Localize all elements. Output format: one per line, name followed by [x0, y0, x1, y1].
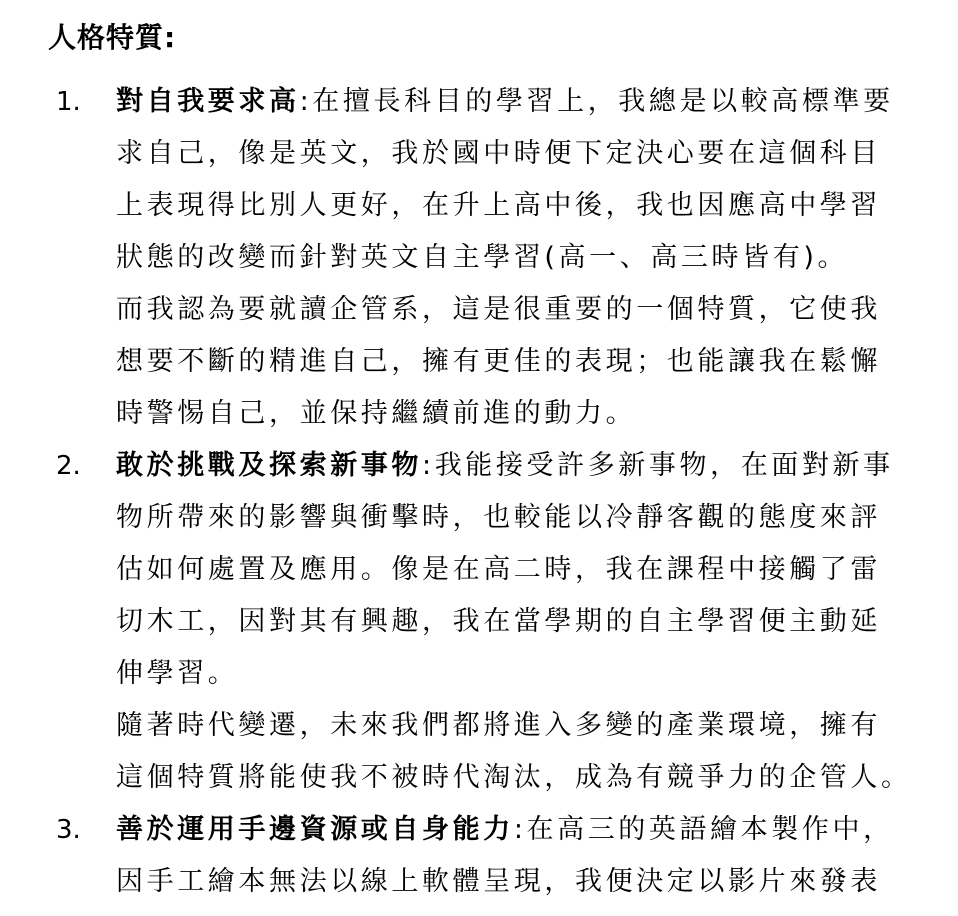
- text-content: :我能接受許多新事物，在面對新事: [422, 450, 894, 481]
- list-number: 1.: [56, 87, 81, 117]
- list-item-body: [116, 804, 916, 908]
- text-line: 而我認為要就讀企管系，這是很重要的一個特質，它使我: [116, 294, 881, 325]
- text-line: 伸學習。: [116, 658, 239, 689]
- list-item-body: [116, 76, 916, 440]
- section-title: 人格特質:: [48, 21, 177, 54]
- trait-heading: 敢於挑戰及探索新事物: [116, 450, 422, 481]
- text-line: 估如何處置及應用。像是在高二時，我在課程中接觸了雷: [116, 554, 881, 585]
- text-line: 上表現得比別人更好，在升上高中後，我也因應高中學習: [116, 190, 881, 221]
- text-line: 想要不斷的精進自己，擁有更佳的表現；也能讓我在鬆懈: [116, 346, 881, 377]
- text-line: 因手工繪本無法以線上軟體呈現，我便決定以影片來發表: [116, 866, 881, 897]
- list-item: [0, 804, 958, 908]
- text-line: 切木工，因對其有興趣，我在當學期的自主學習便主動延: [116, 606, 881, 637]
- trait-heading: 對自我要求高: [116, 86, 300, 117]
- text-line: 求自己，像是英文，我於國中時便下定決心要在這個科目: [116, 138, 881, 169]
- trait-heading: 善於運用手邊資源或自身能力: [116, 814, 514, 845]
- text-line: [116, 76, 916, 128]
- list-item: [0, 76, 958, 440]
- text-line: 這個特質將能使我不被時代淘汰，成為有競爭力的企管人。: [116, 762, 912, 793]
- text-line: 時警惕自己，並保持繼續前進的動力。: [116, 398, 637, 429]
- text-line: 物所帶來的影響與衝擊時，也較能以冷靜客觀的態度來評: [116, 502, 881, 533]
- list-item-body: [116, 440, 916, 804]
- text-line: 隨著時代變遷，未來我們都將進入多變的產業環境，擁有: [116, 710, 881, 741]
- text-content: :在擅長科目的學習上，我總是以較高標準要: [299, 86, 894, 117]
- list-number: 2.: [56, 451, 81, 481]
- trait-list: [0, 76, 958, 908]
- list-number: 3.: [56, 815, 81, 845]
- text-content: :在高三的英語繪本製作中，: [513, 814, 894, 845]
- list-item: [0, 440, 958, 804]
- text-line: [116, 440, 916, 492]
- text-line: [116, 804, 916, 856]
- text-line: 狀態的改變而針對英文自主學習(高一、高三時皆有)。: [116, 242, 849, 273]
